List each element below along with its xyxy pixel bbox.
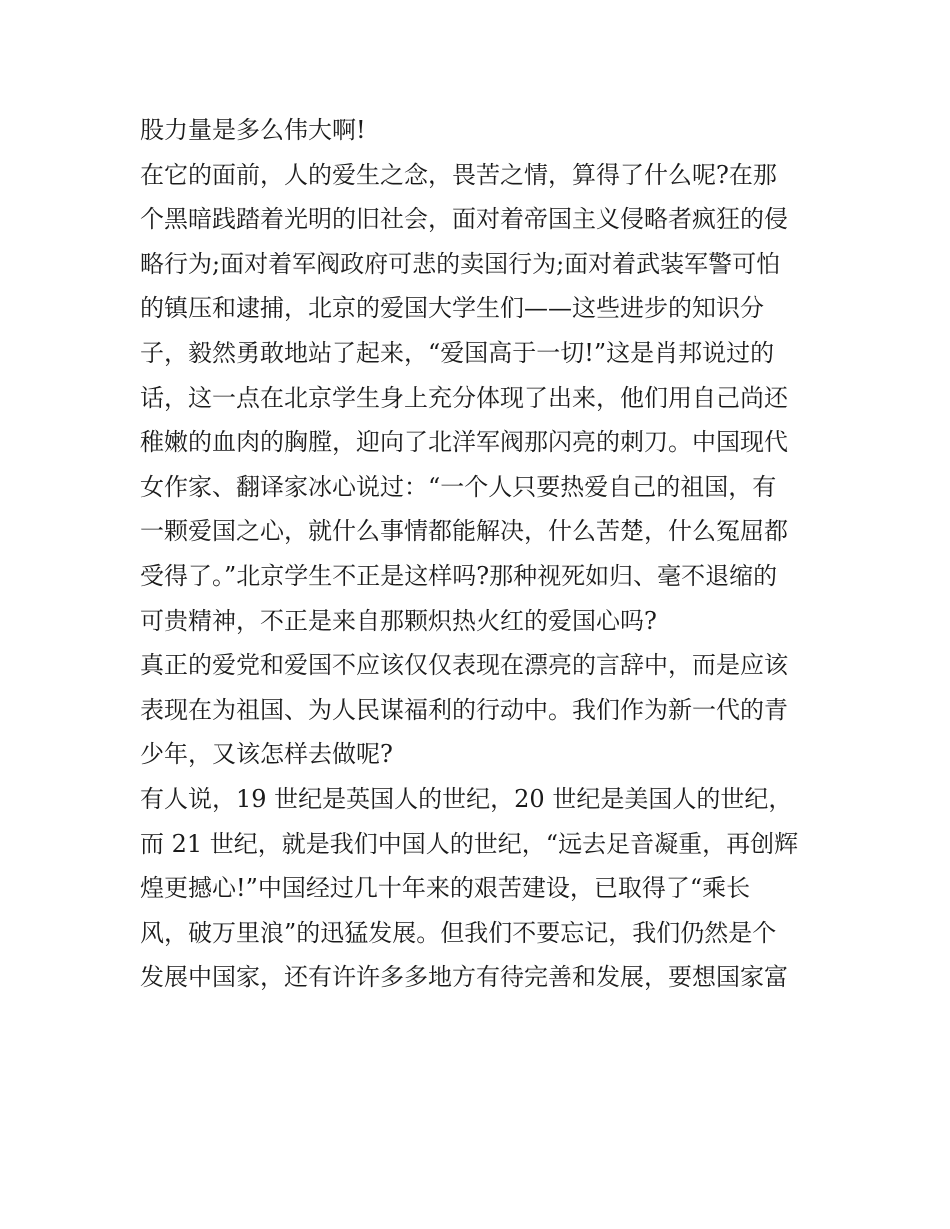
text-line: 女作家、翻译家冰心说过：“一个人只要热爱自己的祖国，有 bbox=[140, 472, 777, 501]
text-line: 股力量是多么伟大啊! bbox=[140, 116, 366, 144]
text-line: 受得了。”北京学生不正是这样吗?那种视死如归、毫不退缩的 bbox=[140, 561, 778, 590]
text-line: 发展中国家，还有许许多多地方有待完善和发展，要想国家富 bbox=[140, 963, 788, 992]
text-line: 子，毅然勇敢地站了起来，“爱国高于一切!”这是肖邦说过的 bbox=[140, 338, 775, 367]
text-line: 个黑暗践踏着光明的旧社会，面对着帝国主义侵略者疯狂的侵 bbox=[140, 205, 788, 234]
text-line: 略行为;面对着军阀政府可悲的卖国行为;面对着武装军警可怕 bbox=[140, 249, 781, 278]
text-line: 煌更撼心!”中国经过几十年来的艰苦建设，已取得了“乘长 bbox=[140, 874, 751, 903]
text-line: 风，破万里浪”的迅猛发展。但我们不要忘记，我们仍然是个 bbox=[140, 918, 777, 947]
body-text bbox=[140, 108, 830, 1000]
text-line: 真正的爱党和爱国不应该仅仅表现在漂亮的言辞中，而是应该 bbox=[140, 651, 788, 680]
text-line: 一颗爱国之心，就什么事情都能解决，什么苦楚，什么冤屈都 bbox=[140, 517, 788, 546]
text-line: 而 21 世纪，就是我们中国人的世纪，“远去足音凝重，再创辉 bbox=[140, 829, 799, 858]
text-line: 少年，又该怎样去做呢? bbox=[140, 740, 393, 769]
text-line: 的镇压和逮捕，北京的爱国大学生们——这些进步的知识分 bbox=[140, 294, 764, 323]
text-line: 有人说，19 世纪是英国人的世纪，20 世纪是美国人的世纪， bbox=[140, 784, 793, 813]
text-line: 表现在为祖国、为人民谋福利的行动中。我们作为新一代的青 bbox=[140, 695, 788, 724]
text-line: 话，这一点在北京学生身上充分体现了出来，他们用自己尚还 bbox=[140, 383, 788, 412]
text-line: 在它的面前，人的爱生之念，畏苦之情，算得了什么呢?在那 bbox=[140, 160, 777, 189]
text-line: 稚嫩的血肉的胸膛，迎向了北洋军阀那闪亮的刺刀。中国现代 bbox=[140, 428, 788, 457]
text-line: 可贵精神，不正是来自那颗炽热火红的爱国心吗? bbox=[140, 606, 657, 635]
